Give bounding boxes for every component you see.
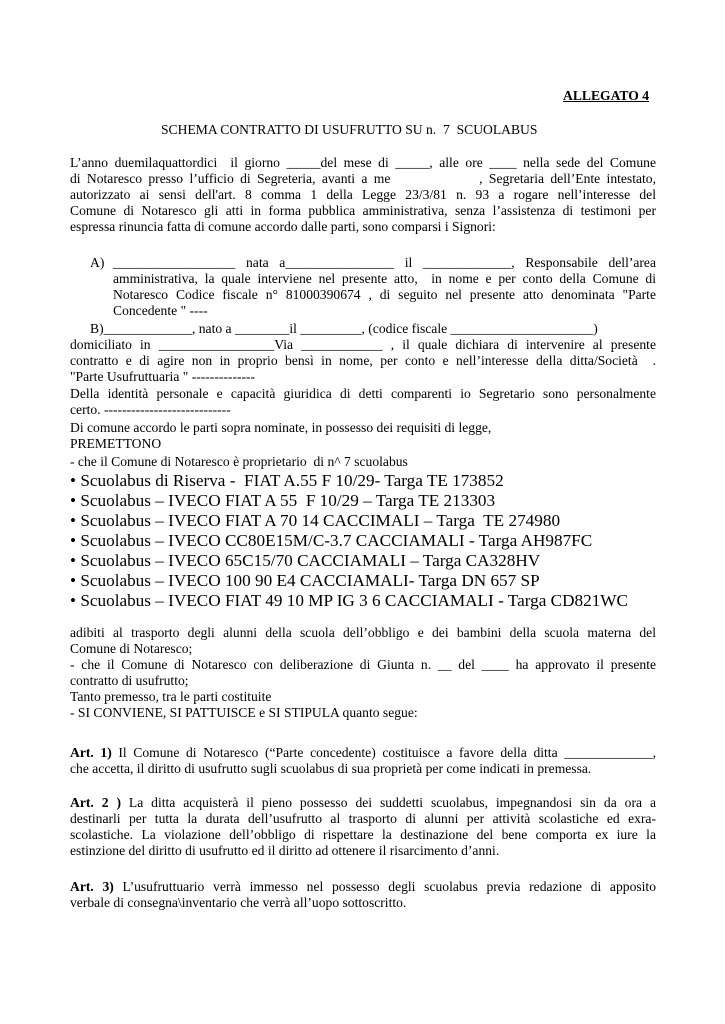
party-b-line: domiciliato in _________________Via ____________ , il quale dichiara di intervenire al presente <box>70 337 656 352</box>
party-a-line: __________________ nata a________________ il _____________, Responsabile dell’area <box>113 255 656 270</box>
art3-line: verbale di consegna\inventario che verrà all’uopo sottoscritto. <box>70 895 407 910</box>
after-buses-line: - SI CONVIENE, SI PATTUISCE e SI STIPULA quanto segue: <box>70 705 418 720</box>
party-a-line: Notaresco Codice fiscale n° 81000390674 , di seguito nel presente atto denominata "Parte <box>113 287 656 302</box>
document-title: SCHEMA CONTRATTO DI USUFRUTTO SU n. 7 SCUOLABUS <box>161 122 538 137</box>
intro-line: autorizzato ai sensi dell'art. 8 comma 1 della Legge 23/3/81 n. 93 a rogare nell’interesse del <box>70 187 656 202</box>
art1-line <box>70 745 656 761</box>
intro-line: di Notaresco presso l’ufficio di Segreteria, avanti a me , Segretaria dell’Ente intestato, <box>70 171 656 186</box>
premettono-heading: PREMETTONO <box>70 436 162 451</box>
bus-list-item: • Scuolabus – IVECO 100 90 E4 CACCIAMALI- Targa DN 657 SP <box>70 571 540 590</box>
art1-text: Il Comune di Notaresco (“Parte concedente) costituisce a favore della ditta _____________, <box>111 745 656 760</box>
party-a-line: amministrativa, la quale interviene nel presente atto, in nome e per conto della Comune di <box>113 271 656 286</box>
after-buses-line: Tanto premesso, tra le parti costituite <box>70 689 272 704</box>
bus-list-item: • Scuolabus – IVECO FIAT A 55 F 10/29 – Targa TE 213303 <box>70 491 496 510</box>
art2-line <box>70 795 656 811</box>
identity-line: certo. ---------------------------- <box>70 402 231 417</box>
intro-line: Comune di Notaresco gli atti in forma pubblica amministrativa, senza l’assistenza di testimoni per <box>70 203 656 218</box>
allegato-heading: ALLEGATO 4 <box>563 88 649 103</box>
party-a-line: Concedente " ---- <box>113 303 208 318</box>
after-buses-line: - che il Comune di Notaresco con deliberazione di Giunta n. __ del ____ ha approvato il presente <box>70 657 656 672</box>
bus-list-item: • Scuolabus – IVECO 65C15/70 CACCIAMALI – Targa CA328HV <box>70 551 541 570</box>
party-a-marker: A) <box>90 255 105 270</box>
after-buses-line: adibiti al trasporto degli alunni della scuola dell’obbligo e dei bambini della scuola materna del <box>70 625 656 640</box>
party-b-line: B)_____________, nato a ________il _________, (codice fiscale _____________________) <box>90 321 598 336</box>
art3-label: Art. 3) <box>70 879 114 894</box>
art2-line: destinarli per tutta la durata dell’usufrutto al trasporto di alunni per attività scolastiche ed exra- <box>70 811 656 826</box>
bus-list-item: • Scuolabus di Riserva - FIAT A.55 F 10/29- Targa TE 173852 <box>70 471 504 490</box>
art1-label: Art. 1) <box>70 745 112 760</box>
art2-line: scolastiche. La violazione dell’obbligo di rispettare la destinazione del bene comporta ex iure la <box>70 827 656 842</box>
art3-line <box>70 879 656 895</box>
bus-list-item: • Scuolabus – IVECO FIAT A 70 14 CACCIMALI – Targa TE 274980 <box>70 511 561 530</box>
after-buses-line: contratto di usufrutto; <box>70 673 189 688</box>
party-b-line: contratto e di agire non in proprio bensì in nome, per conto e nell’interesse della ditta/Società . <box>70 353 656 368</box>
art3-text: L’usufruttuario verrà immesso nel possesso degli scuolabus previa redazione di apposito <box>113 879 657 894</box>
art2-text: La ditta acquisterà il pieno possesso dei suddetti scuolabus, impegnandosi sin da ora a <box>120 795 656 810</box>
premise-intro: Di comune accordo le parti sopra nominate, in possesso dei requisiti di legge, <box>70 420 492 435</box>
intro-line: espressa rinuncia fatta di comune accordo dalle parti, sono comparsi i Signori: <box>70 219 496 234</box>
art2-line: estinzione del diritto di usufrutto ed il diritto ad ottenere il risarcimento d’anni. <box>70 843 500 858</box>
art1-line: che accetta, il diritto di usufrutto sugli scuolabus di sua proprietà per come indicati in premessa. <box>70 761 592 776</box>
identity-line: Della identità personale e capacità giuridica di detti comparenti io Segretario sono personalmente <box>70 386 656 401</box>
after-buses-line: Comune di Notaresco; <box>70 641 193 656</box>
premise-line: - che il Comune di Notaresco è proprietario di n^ 7 scuolabus <box>70 454 408 469</box>
art2-label: Art. 2 ) <box>70 795 121 810</box>
party-b-line: "Parte Usufruttuaria " -------------- <box>70 369 256 384</box>
bus-list-item: • Scuolabus – IVECO CC80E15M/C-3.7 CACCIAMALI - Targa AH987FC <box>70 531 593 550</box>
bus-list-item: • Scuolabus – IVECO FIAT 49 10 MP IG 3 6 CACCIAMALI - Targa CD821WC <box>70 591 628 610</box>
intro-line: L’anno duemilaquattordici il giorno _____del mese di _____, alle ore ____ nella sede del Comune <box>70 155 656 170</box>
